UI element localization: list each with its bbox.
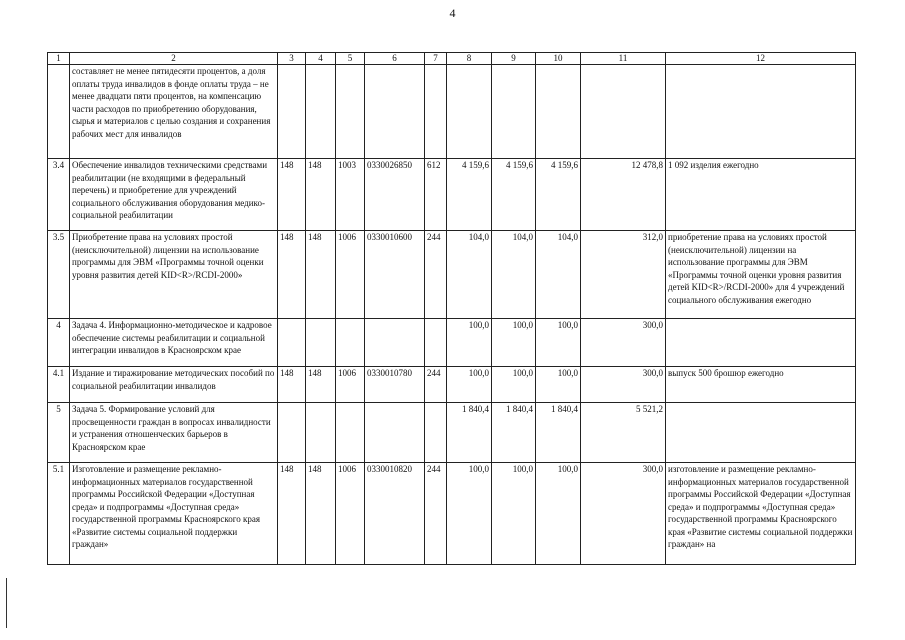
cell-c11	[581, 65, 666, 159]
cell-num: 5	[48, 403, 70, 463]
cell-c11: 5 521,2	[581, 403, 666, 463]
cell-c4: 148	[306, 231, 336, 319]
cell-c9: 4 159,6	[492, 159, 536, 231]
cell-c4	[306, 65, 336, 159]
cell-num: 4.1	[48, 367, 70, 403]
margin-line	[6, 578, 7, 628]
col-header: 4	[306, 53, 336, 65]
cell-c4	[306, 319, 336, 367]
cell-c9: 100,0	[492, 367, 536, 403]
cell-c5	[336, 65, 365, 159]
cell-c3: 148	[278, 367, 306, 403]
cell-c8: 100,0	[447, 319, 492, 367]
budget-table	[47, 52, 856, 565]
cell-c7: 244	[425, 463, 447, 565]
cell-c8	[447, 65, 492, 159]
cell-c10: 100,0	[536, 319, 581, 367]
cell-result	[666, 65, 856, 159]
cell-result: изготовление и размещение рекламно-информационных материалов государственной программы Российской Федерации «Доступная среда» и подпрограммы «Доступная среда» государственной программы Красноярского края «Развитие системы социальной поддержки граждан» на	[666, 463, 856, 565]
cell-c11: 300,0	[581, 319, 666, 367]
cell-c7	[425, 403, 447, 463]
col-header: 12	[666, 53, 856, 65]
cell-c9: 1 840,4	[492, 403, 536, 463]
cell-c10: 100,0	[536, 463, 581, 565]
cell-c11: 300,0	[581, 367, 666, 403]
cell-c7	[425, 65, 447, 159]
cell-result: выпуск 500 брошюр ежегодно	[666, 367, 856, 403]
table-row	[48, 463, 856, 565]
cell-name: Изготовление и размещение рекламно-информационных материалов государственной программы Российской Федерации «Доступная среда» и подпрограммы «Доступная среда» государственной программы Красноярского края «Развитие системы социальной поддержки граждан»	[70, 463, 278, 565]
cell-c8: 104,0	[447, 231, 492, 319]
cell-num: 5.1	[48, 463, 70, 565]
cell-c6	[365, 403, 425, 463]
cell-c10: 1 840,4	[536, 403, 581, 463]
table-row	[48, 367, 856, 403]
cell-c7: 612	[425, 159, 447, 231]
cell-c6: 0330010780	[365, 367, 425, 403]
cell-c7	[425, 319, 447, 367]
cell-c4: 148	[306, 463, 336, 565]
cell-c10	[536, 65, 581, 159]
col-header: 3	[278, 53, 306, 65]
cell-c3	[278, 319, 306, 367]
cell-num: 3.4	[48, 159, 70, 231]
cell-num	[48, 65, 70, 159]
col-header: 2	[70, 53, 278, 65]
cell-result	[666, 319, 856, 367]
col-header: 7	[425, 53, 447, 65]
cell-c7: 244	[425, 367, 447, 403]
cell-result: приобретение права на условиях простой (неисключительной) лицензии на использование программы для ЭВМ «Программы точной оценки уровня развития детей KID<R>/RCDI-2000» для 4 учреждений социального обслуживания ежегодно	[666, 231, 856, 319]
table-row	[48, 159, 856, 231]
table-row	[48, 319, 856, 367]
table-row	[48, 231, 856, 319]
cell-name: составляет не менее пятидесяти процентов, а доля оплаты труда инвалидов в фонде оплаты труда – не менее двадцати пяти процентов, на компенсацию части расходов по приобретению оборудования, сырья и материалов с целью создания и сохранения рабочих мест для инвалидов	[70, 65, 278, 159]
cell-c3	[278, 65, 306, 159]
cell-c8: 100,0	[447, 367, 492, 403]
cell-name: Задача 5. Формирование условий для просвещенности граждан в вопросах инвалидности и устранения отношенческих барьеров в Красноярском крае	[70, 403, 278, 463]
header-row	[48, 53, 856, 65]
cell-c9: 104,0	[492, 231, 536, 319]
cell-c11: 312,0	[581, 231, 666, 319]
cell-c3	[278, 403, 306, 463]
cell-c9: 100,0	[492, 319, 536, 367]
cell-c6: 0330010820	[365, 463, 425, 565]
page-number: 4	[449, 6, 456, 20]
cell-c5	[336, 319, 365, 367]
cell-name: Задача 4. Информационно-методическое и кадровое обеспечение системы реабилитации и социальной интеграции инвалидов в Красноярском крае	[70, 319, 278, 367]
cell-c6: 0330010600	[365, 231, 425, 319]
cell-c3: 148	[278, 231, 306, 319]
cell-c4	[306, 403, 336, 463]
table-row	[48, 403, 856, 463]
cell-c5: 1006	[336, 367, 365, 403]
cell-name: Приобретение права на условиях простой (неисключительной) лицензии на использование программы для ЭВМ «Программы точной оценки уровня развития детей KID<R>/RCDI-2000»	[70, 231, 278, 319]
cell-c10: 104,0	[536, 231, 581, 319]
cell-c4: 148	[306, 367, 336, 403]
cell-c8: 4 159,6	[447, 159, 492, 231]
cell-c6: 0330026850	[365, 159, 425, 231]
cell-c8: 1 840,4	[447, 403, 492, 463]
cell-num: 4	[48, 319, 70, 367]
cell-c6	[365, 319, 425, 367]
cell-c11: 300,0	[581, 463, 666, 565]
col-header: 11	[581, 53, 666, 65]
cell-num: 3.5	[48, 231, 70, 319]
cell-c5: 1003	[336, 159, 365, 231]
cell-c7: 244	[425, 231, 447, 319]
cell-c3: 148	[278, 159, 306, 231]
cell-c4: 148	[306, 159, 336, 231]
cell-c10: 4 159,6	[536, 159, 581, 231]
cell-c5	[336, 403, 365, 463]
cell-c5: 1006	[336, 463, 365, 565]
col-header: 5	[336, 53, 365, 65]
cell-result	[666, 403, 856, 463]
cell-name: Обеспечение инвалидов техническими средствами реабилитации (не входящими в федеральный перечень) и приобретение для учреждений социального обслуживания оборудования медико-социальной реабилитации	[70, 159, 278, 231]
col-header: 10	[536, 53, 581, 65]
col-header: 1	[48, 53, 70, 65]
cell-c5: 1006	[336, 231, 365, 319]
col-header: 6	[365, 53, 425, 65]
cell-c9: 100,0	[492, 463, 536, 565]
cell-c9	[492, 65, 536, 159]
col-header: 9	[492, 53, 536, 65]
cell-c8: 100,0	[447, 463, 492, 565]
cell-c10: 100,0	[536, 367, 581, 403]
cell-result: 1 092 изделия ежегодно	[666, 159, 856, 231]
cell-c11: 12 478,8	[581, 159, 666, 231]
col-header: 8	[447, 53, 492, 65]
cell-c3: 148	[278, 463, 306, 565]
cell-name: Издание и тиражирование методических пособий по социальной реабилитации инвалидов	[70, 367, 278, 403]
cell-c6	[365, 65, 425, 159]
table-row	[48, 65, 856, 159]
